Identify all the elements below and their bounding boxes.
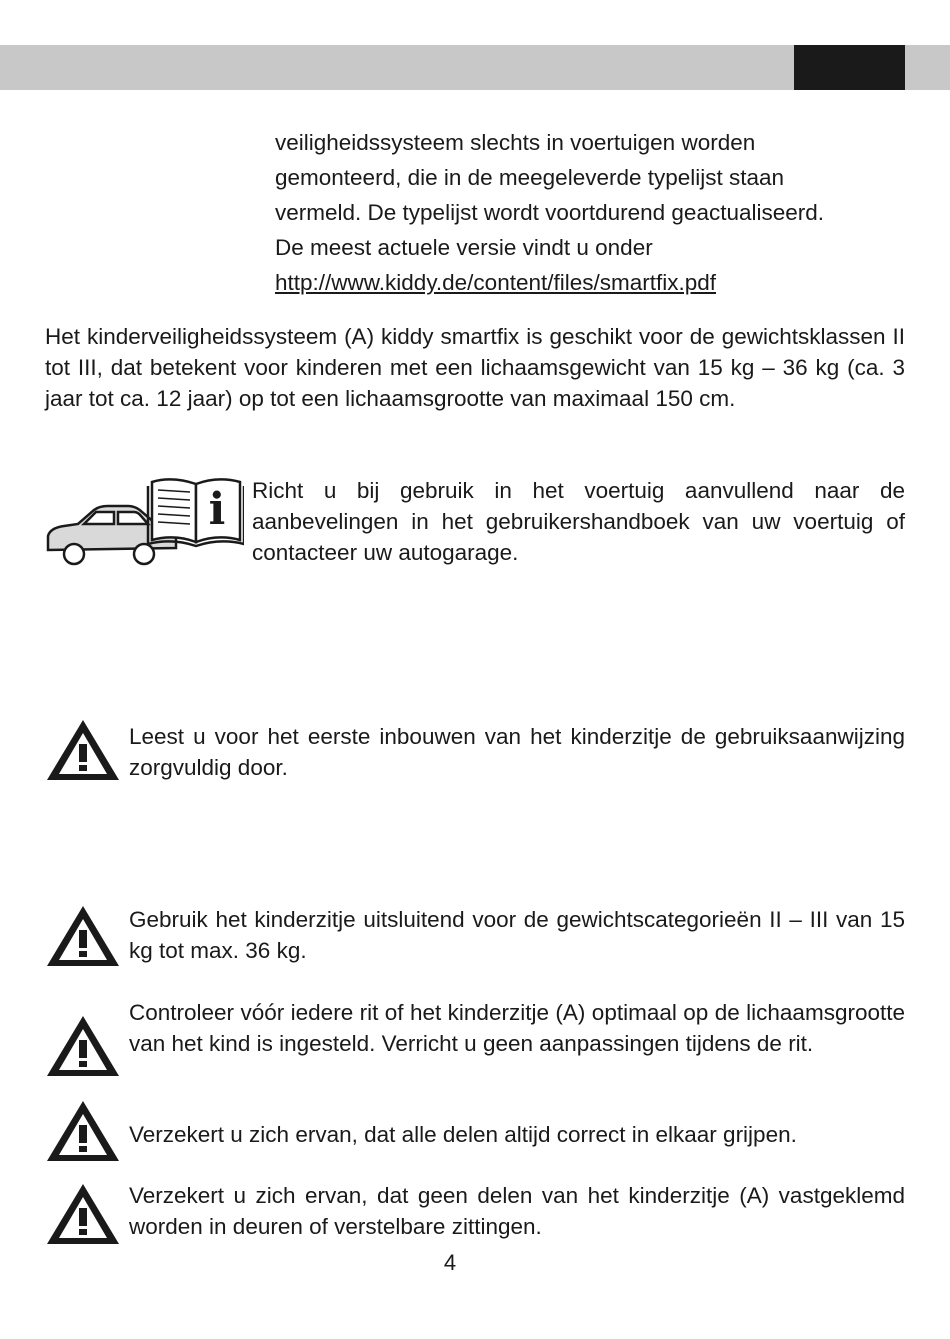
info-note-text: Richt u bij gebruik in het voertuig aanvullend naar de aanbevelingen in het gebruikershandboek van uw voertuig of contacteer uw autogarage. bbox=[252, 478, 905, 565]
car-manual-info-icon bbox=[44, 472, 244, 572]
warning-text: Gebruik het kinderzitje uitsluitend voor de gewichtscategorieën II – III van 15 kg tot max. 36 kg. bbox=[129, 907, 905, 963]
warning-text: Controleer vóór iedere rit of het kinderzitje (A) optimaal op de lichaamsgrootte van het kind is ingesteld. Verricht u geen aanpassingen tijdens de rit. bbox=[129, 1000, 905, 1056]
intro-line: vermeld. De typelijst wordt voortdurend geactualiseerd. bbox=[275, 200, 825, 225]
warning-triangle-icon bbox=[45, 1182, 121, 1246]
svg-text:i: i bbox=[208, 484, 226, 535]
warning-text: Verzekert u zich ervan, dat alle delen altijd correct in elkaar grijpen. bbox=[129, 1122, 797, 1147]
warning-triangle-icon bbox=[45, 904, 121, 968]
intro-line: De meest actuele versie vindt u onder bbox=[275, 235, 653, 260]
header-tab-block bbox=[794, 45, 905, 90]
typelist-link[interactable]: http://www.kiddy.de/content/files/smartfix.pdf bbox=[275, 270, 717, 295]
warning-text: Leest u voor het eerste inbouwen van het kinderzitje de gebruiksaanwijzing zorgvuldig door. bbox=[129, 724, 905, 780]
intro-text bbox=[275, 125, 915, 300]
warning-triangle-icon bbox=[45, 718, 121, 782]
warning-triangle-icon bbox=[45, 1014, 121, 1078]
warning-text: Verzekert u zich ervan, dat geen delen van het kinderzitje (A) vastgeklemd worden in deuren of verstelbare zittingen. bbox=[129, 1183, 905, 1239]
weight-class-paragraph: Het kinderveiligheidssysteem (A) kiddy smartfix is geschikt voor de gewichtsklassen II tot III, dat betekent voor kinderen met een lichaamsgewicht van 15 kg – 36 kg (ca. 3 jaar tot ca. 12 jaar) op tot een lichaamsgrootte van maximaal 150 cm. bbox=[45, 324, 905, 411]
warning-triangle-icon bbox=[45, 1099, 121, 1163]
intro-line: veiligheidssysteem slechts in voertuigen worden bbox=[275, 130, 756, 155]
page-number: 4 bbox=[443, 1250, 457, 1275]
intro-line: gemonteerd, die in de meegeleverde typelijst staan bbox=[275, 165, 785, 190]
